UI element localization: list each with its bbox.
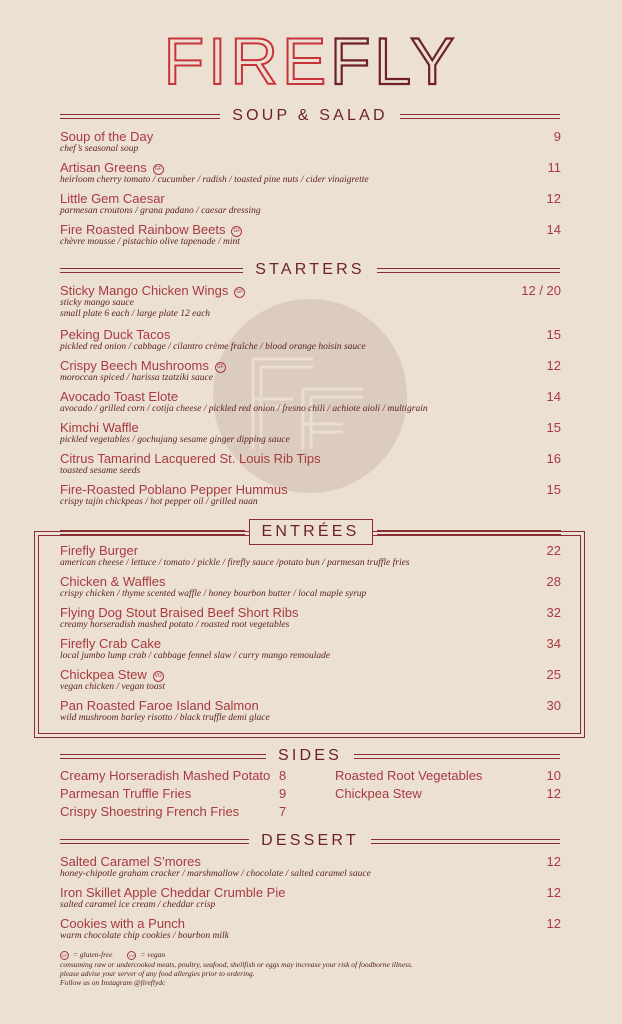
side-row xyxy=(60,768,561,786)
menu-item-name xyxy=(60,389,178,405)
menu-item xyxy=(60,543,561,574)
menu-item-description: chef’s seasonal soup xyxy=(60,144,139,154)
menu-item-name-text: Iron Skillet Apple Cheddar Crumble Pie xyxy=(60,885,286,900)
menu-item xyxy=(60,451,561,482)
divider xyxy=(371,839,560,844)
menu-item-name xyxy=(60,543,138,559)
menu-item xyxy=(60,191,561,222)
footer-notes xyxy=(60,950,560,987)
menu-item-description: pickled red onion / cabbage / cilantro crème fraîche / blood orange hoisin sauce xyxy=(60,342,366,352)
gluten-free-label: = gluten-free xyxy=(72,950,113,959)
section-title: ENTRÉES xyxy=(249,519,373,545)
menu-item-description: small plate 6 each / large plate 12 each xyxy=(60,309,211,319)
menu-item-price: 22 xyxy=(546,543,561,558)
divider xyxy=(60,114,220,119)
menu-item-description: heirloom cherry tomato / cucumber / radish / toasted pine nuts / cider vinaigrette xyxy=(60,175,369,185)
menu-item-price: 32 xyxy=(546,605,561,620)
menu-item-name xyxy=(60,420,139,436)
menu-item xyxy=(60,358,561,389)
menu-item-description: wild mushroom barley risotto / black truffle demi glace xyxy=(60,713,270,723)
divider xyxy=(60,754,266,759)
dessert-list xyxy=(60,854,561,947)
menu-item-description: local jumbo lump crab / cabbage fennel slaw / curry mango remoulade xyxy=(60,651,331,661)
menu-item-price: 15 xyxy=(546,482,561,497)
menu-item-name xyxy=(60,451,321,467)
menu-item-name-text: Little Gem Caesar xyxy=(60,191,165,206)
menu-item-name xyxy=(60,854,201,870)
menu-item-name-text: Firefly Burger xyxy=(60,543,139,558)
menu-item-price: 12 xyxy=(546,191,561,206)
menu-item-description: moroccan spiced / harissa tzatziki sauce xyxy=(60,373,213,383)
menu-item-description: warm chocolate chip cookies / bourbon milk xyxy=(60,931,229,941)
menu-item xyxy=(60,667,561,698)
divider xyxy=(377,268,560,273)
menu-item xyxy=(60,854,561,885)
vegan-badge-icon: VG xyxy=(153,671,164,682)
section-title: STARTERS xyxy=(255,261,365,278)
section-title: SOUP & SALAD xyxy=(232,107,388,124)
menu-item xyxy=(60,885,561,916)
menu-item xyxy=(60,129,561,160)
section-title: DESSERT xyxy=(261,832,359,849)
menu-item-name xyxy=(60,605,298,621)
menu-item xyxy=(60,420,561,451)
menu-item-price: 12 xyxy=(546,854,561,869)
menu-item-description: chèvre mousse / pistachio olive tapenade / mint xyxy=(60,237,240,247)
menu-item-price: 14 xyxy=(546,389,561,404)
menu-item-name xyxy=(60,482,288,498)
menu-item-price: 12 xyxy=(546,358,561,373)
menu-item-name xyxy=(60,885,285,901)
menu-item-description: avocado / grilled corn / cotija cheese / pickled red onion / fresno chili / achiote aioli / multigrain xyxy=(60,404,428,414)
soup-salad-list xyxy=(60,129,561,253)
menu-item-name-text: Citrus Tamarind Lacquered St. Louis Rib Tips xyxy=(60,451,321,466)
starters-list xyxy=(60,283,561,513)
gluten-free-badge-icon: GF xyxy=(153,164,164,175)
menu-item-price: 9 xyxy=(553,129,561,144)
menu-item-name-text: Firefly Crab Cake xyxy=(60,636,162,651)
menu-item-name xyxy=(60,283,245,299)
badge-legend xyxy=(60,950,560,960)
side-row xyxy=(60,804,561,822)
menu-item-description: american cheese / lettuce / tomato / pickle / firefly sauce /potato bun / parmesan truffle fries xyxy=(60,558,410,568)
menu-item-price: 12 / 20 xyxy=(521,283,561,298)
menu-item-description: pickled vegetables / gochujang sesame ginger dipping sauce xyxy=(60,435,290,445)
menu-item xyxy=(60,698,561,729)
menu-item-price: 12 xyxy=(546,916,561,931)
menu-item-name-text: Pan Roasted Faroe Island Salmon xyxy=(60,698,259,713)
menu-item-name-text: Flying Dog Stout Braised Beef Short Ribs xyxy=(60,605,299,620)
menu-item-name-text: Kimchi Waffle xyxy=(60,420,139,435)
menu-item-name-text: Crispy Beech Mushrooms xyxy=(60,358,209,373)
side-price: 10 xyxy=(546,768,561,783)
section-header-soup-salad xyxy=(60,106,560,126)
menu-item-name-text: Avocado Toast Elote xyxy=(60,389,179,404)
logo-fly: FLY xyxy=(330,24,459,98)
allergy-note: please advise your server of any food allergies prior to ordering. xyxy=(60,969,255,978)
menu-item-name xyxy=(60,327,170,343)
menu-item-description: crispy chicken / thyme scented waffle / honey bourbon butter / local maple syrup xyxy=(60,589,367,599)
menu-item-name-text: Fire-Roasted Poblano Pepper Hummus xyxy=(60,482,288,497)
menu-item-description: toasted sesame seeds xyxy=(60,466,141,476)
entrees-list xyxy=(60,543,561,729)
menu-item-price: 11 xyxy=(547,160,561,175)
instagram-note: Follow us on Instagram @fireflydc xyxy=(60,978,166,987)
section-header-starters xyxy=(60,260,560,280)
menu-item-description: honey-chipotle graham cracker / marshmallow / chocolate / salted caramel sauce xyxy=(60,869,371,879)
logo-fire: FIRE xyxy=(163,24,331,98)
side-name: Roasted Root Vegetables xyxy=(335,768,483,783)
gluten-free-badge-icon: GF xyxy=(234,287,245,298)
menu-item-price: 25 xyxy=(546,667,561,682)
divider xyxy=(377,530,562,535)
menu-item xyxy=(60,283,561,327)
menu-item xyxy=(60,389,561,420)
menu-item-name xyxy=(60,636,161,652)
menu-item-name-text: Fire Roasted Rainbow Beets xyxy=(60,222,226,237)
menu-item-name xyxy=(60,916,185,932)
menu-item-price: 14 xyxy=(546,222,561,237)
menu-item-price: 12 xyxy=(546,885,561,900)
menu-item xyxy=(60,482,561,513)
menu-item-name xyxy=(60,160,164,176)
gluten-free-badge-icon: GF xyxy=(231,226,242,237)
menu-item-name xyxy=(60,574,166,590)
section-header-sides xyxy=(60,746,560,766)
menu-item-name xyxy=(60,129,153,145)
divider xyxy=(60,839,249,844)
menu-item xyxy=(60,916,561,947)
menu-item xyxy=(60,222,561,253)
sides-list xyxy=(60,768,561,822)
menu-item-description: sticky mango sauce xyxy=(60,298,134,308)
side-name: Creamy Horseradish Mashed Potato xyxy=(60,768,271,783)
divider xyxy=(400,114,560,119)
gluten-free-badge-icon: GF xyxy=(215,362,226,373)
menu-item-price: 28 xyxy=(546,574,561,589)
menu-item-name-text: Cookies with a Punch xyxy=(60,916,186,931)
menu-item xyxy=(60,605,561,636)
food-safety-note: consuming raw or undercooked meats, poultry, seafood, shellfish or eggs may increase your risk of foodborne illness. xyxy=(60,960,413,969)
side-row xyxy=(60,786,561,804)
menu-item-name-text: Soup of the Day xyxy=(60,129,154,144)
menu-item-description: crispy tajín chickpeas / hot pepper oil / grilled naan xyxy=(60,497,258,507)
vegan-badge-icon: VG xyxy=(129,953,135,958)
menu-item-name-text: Salted Caramel S’mores xyxy=(60,854,201,869)
vegan-label: = vegan xyxy=(140,950,166,959)
menu-item xyxy=(60,574,561,605)
section-header-dessert xyxy=(60,831,560,851)
menu-item-price: 30 xyxy=(546,698,561,713)
firefly-logo xyxy=(0,24,622,98)
side-name: Chickpea Stew xyxy=(335,786,422,801)
gluten-free-badge-icon: GF xyxy=(61,953,68,958)
menu-item-name xyxy=(60,358,226,374)
menu-item-price: 15 xyxy=(546,420,561,435)
menu-item-name-text: Sticky Mango Chicken Wings xyxy=(60,283,229,298)
menu-item xyxy=(60,160,561,191)
side-name: Crispy Shoestring French Fries xyxy=(60,804,240,819)
menu-item-name xyxy=(60,698,259,714)
divider xyxy=(60,268,243,273)
menu-item-price: 34 xyxy=(546,636,561,651)
menu-item-name-text: Chicken & Waffles xyxy=(60,574,166,589)
menu-item-price: 16 xyxy=(546,451,561,466)
menu-item-description: parmesan croutons / grana padano / caesar dressing xyxy=(60,206,261,216)
section-title: SIDES xyxy=(278,747,343,764)
menu-item xyxy=(60,327,561,358)
menu-item-name xyxy=(60,191,165,207)
menu-item-name-text: Chickpea Stew xyxy=(60,667,147,682)
menu-item-name-text: Peking Duck Tacos xyxy=(60,327,171,342)
section-header-entrees xyxy=(60,519,561,545)
divider xyxy=(60,530,245,535)
side-name: Parmesan Truffle Fries xyxy=(60,786,192,801)
menu-item xyxy=(60,636,561,667)
side-price: 12 xyxy=(546,786,561,801)
menu-item-name xyxy=(60,667,164,683)
menu-item-description: salted caramel ice cream / cheddar crisp xyxy=(60,900,216,910)
menu-item-name-text: Artisan Greens xyxy=(60,160,147,175)
side-price: 9 xyxy=(279,786,287,801)
menu-item-name xyxy=(60,222,242,238)
divider xyxy=(354,754,560,759)
side-price: 8 xyxy=(279,768,287,783)
side-price: 7 xyxy=(279,804,287,819)
menu-item-description: creamy horseradish mashed potato / roasted root vegetables xyxy=(60,620,290,630)
menu-item-price: 15 xyxy=(546,327,561,342)
menu-item-description: vegan chicken / vegan toast xyxy=(60,682,165,692)
